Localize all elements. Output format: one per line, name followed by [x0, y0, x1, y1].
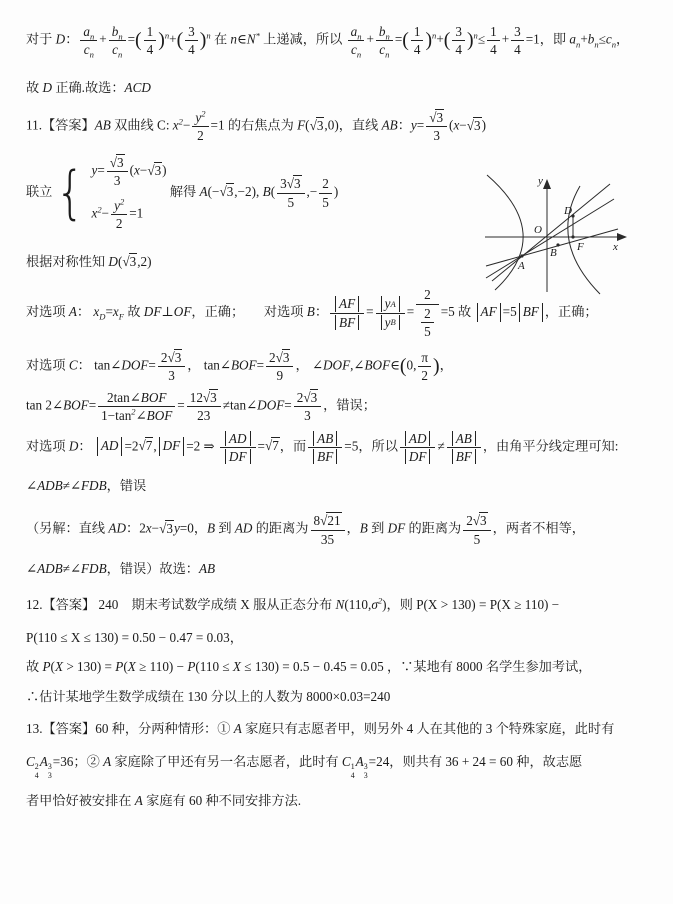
- q12-answer: 12.【答案】 240 期末考试数学成绩 X 服从正态分布 $N(110,\sigma^2)$，则 P(X > 130) = P(X ≥ 110) −: [26, 595, 560, 613]
- q11-answer: 11.【答案】AB 双曲线 C: $x^2-$ $\frac{y^2}{2}$ =1 的右焦点为 F(√3,0)，直线 AB：y= $\frac{√3}{3}$ (x−√3): [26, 108, 486, 143]
- x-axis-label: x: [613, 241, 618, 253]
- q11-symmetry: 根据对称性知 D(√3,2): [26, 253, 152, 270]
- q12-line2: P(110 ≤ X ≤ 130) = 0.50 − 0.47 = 0.03，: [26, 629, 243, 645]
- q11-system: 联立 { y= $\frac{√3}{3}$ (x−√3) $x^2-$ $\frac{y^2}{2}$ =1 解得 A(−√3,−2), B( $\frac{3√3}{5}$ ,− $\frac{2}{5}$ ): [26, 154, 339, 231]
- q12-line3: 故 P(X > 130) = P(X ≥ 110) − P(110 ≤ X ≤ 130) = 0.5 − 0.45 = 0.05 ，∵某地有 8000 名学生参加考试，: [26, 659, 592, 675]
- q13-answer: 13.【答案】60 种，分两种情形：① A 家庭只有志愿者甲，则另外 4 人在其他的 3 个特殊家庭，此时有: [26, 721, 615, 737]
- hyperbola-figure: [480, 172, 640, 298]
- q11-option-d: 对选项 D： AD =2√7, DF =2 ⇒ $\frac{AD}{DF}$ =√7，而 $\frac{AB}{BF}$ =5，所以 $\frac{AD}{DF}$ ≠ $\frac{AB}{BF}$ ，由角平分线定理可知:: [26, 430, 619, 464]
- line-AOD: [486, 199, 614, 278]
- y-axis-label: y: [538, 175, 543, 187]
- origin-label: O: [534, 224, 542, 236]
- q11-alt: （另解：直线 AD：2x−√3y=0，B 到 AD 的距离为 $\frac{8√21}{35}$ ，B 到 DF 的距离为 $\frac{2√3}{5}$ ，两者不相等，: [26, 512, 585, 547]
- q13-line2: C 2 4 A 3 3 =36；② A 家庭除了甲还有另一名志愿者，此时有 C 1 4 A 3 3 =24，则共有 36 + 24 = 60 种，故志愿: [26, 753, 583, 780]
- document-content: [26, 24, 659, 810]
- point-A-label: A: [518, 260, 525, 272]
- point-F-dot: [571, 235, 574, 238]
- q12-line4: ∴估计某地学生数学成绩在 130 分以上的人数为 8000×0.03=240: [26, 688, 391, 704]
- q11-option-c: 对选项 C： tan∠DOF= $\frac{2√3}{3}$ ， tan∠BOF= $\frac{2√3}{9}$ ， ∠DOF,∠BOF∈(0, $\frac{\pi}{2}$ )，: [26, 349, 453, 384]
- point-B-label: B: [550, 247, 557, 259]
- q13-line3: 者甲恰好被安排在 A 家庭有 60 种不同安排方法.: [26, 792, 302, 808]
- q11-option-a-b: 对选项 A： $x_D=x_F$ 故 DF⊥OF，正确； 对选项 B： $\frac{AF}{BF}$ = y A y B = $\frac{2}{\frac{2}{5}}$ =5 故 AF =5 BF ，正确；: [26, 287, 598, 339]
- point-B-dot: [556, 243, 559, 246]
- point-D-label: D: [564, 205, 572, 217]
- q11-option-c-2: tan 2∠BOF= 2tan∠BOF $1-\tan^2\angle BOF$ = $\frac{12√3}{23}$ ≠tan∠DOF= $\frac{2√3}{3}$ ，错误；: [26, 389, 376, 424]
- point-A-dot: [520, 254, 523, 257]
- hyperbola-right-branch: [568, 186, 600, 294]
- option-d-conclusion: 故 D 正确.故选：ACD: [26, 80, 151, 96]
- option-d-analysis: 对于 D： $\frac{a_n}{c_n}$ + $\frac{b_n}{c_n}$ =( $\frac{1}{4}$ )$^n$+( $\frac{3}{4}$ )$^n$ 在 n∈N* 上递减，所以 $\frac{a_n}{c_n}$ + $\frac{b_n}{c_n}$ =( $\frac{1}{4}$ )$^n$+( $\frac{3}{4}$ )$^n$≤ $\frac{1}{4}$ + $\frac{3}{4}$ =1，即 $a_n+b_n\le c_n$，: [26, 24, 630, 60]
- x-axis-arrow: [617, 233, 627, 241]
- hyperbola-left-branch: [487, 175, 523, 290]
- q11-option-d-2: ∠ADB≠∠FDB，错误: [26, 477, 147, 493]
- point-F-label: F: [577, 241, 584, 253]
- y-axis-arrow: [543, 179, 551, 189]
- q11-alt-2: ∠ADB≠∠FDB，错误）故选：AB: [26, 560, 216, 576]
